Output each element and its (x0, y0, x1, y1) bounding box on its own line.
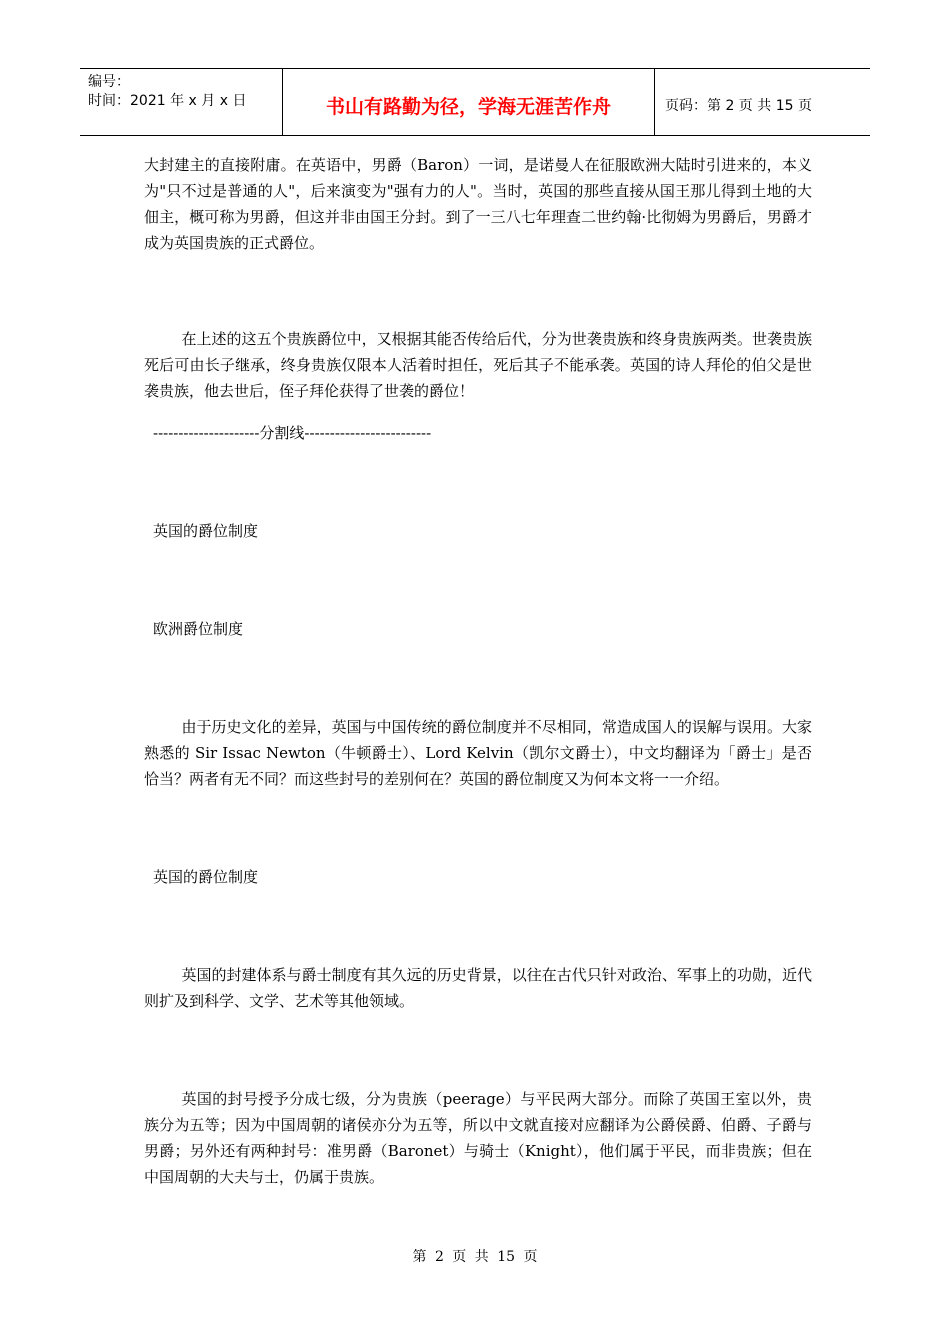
divider-line: ---------------------分割线------------------------- (153, 424, 432, 442)
paragraph-feudal-system: 英国的封建体系与爵士制度有其久远的历史背景，以往在古代只针对政治、军事上的功勋，近代则扩及到科学、文学、艺术等其他领域。 (144, 966, 812, 1010)
header-meta (80, 69, 282, 135)
section-heading: 英国的爵位制度 (153, 522, 259, 540)
document-date: 时间：2021 年 x 月 x 日 (88, 93, 247, 109)
spacer (144, 1014, 812, 1086)
section-heading: 欧洲爵位制度 (153, 620, 244, 638)
spacer (144, 446, 812, 518)
spacer (144, 890, 812, 962)
paragraph-seven-ranks: 英国的封号授予分成七级，分为贵族（peerage）与平民两大部分。而除了英国王室以外，贵族分为五等；因为中国周朝的诸侯亦分为五等，所以中文就直接对应翻译为公爵侯爵、伯爵、子爵与男爵；另外还有两种封号：准男爵（Baronet）与骑士（Knight），他们属于平民，而非贵族；但在中国周朝的大夫与士，仍属于贵族。 (144, 1090, 812, 1186)
section-heading: 英国的爵位制度 (153, 868, 259, 886)
paragraph-intro: 由于历史文化的差异，英国与中国传统的爵位制度并不尽相同，常造成国人的误解与误用。大家熟悉的 Sir Issac Newton（牛顿爵士）、Lord Kelvin（凯尔文爵士），中文均翻译为「爵士」是否恰当？两者有无不同？而这些封号的差别何在？英国的爵位制度又为何本文将一一介绍。 (144, 718, 812, 788)
header-motto: 书山有路勤为径，学海无涯苦作舟 (325, 95, 611, 118)
spacer (144, 642, 812, 714)
document-number-label: 编号： (88, 74, 130, 90)
header-page-cell (655, 69, 870, 135)
spacer (144, 792, 812, 864)
page-header (80, 68, 870, 136)
page-footer: 第 2 页 共 15 页 (412, 1249, 538, 1265)
paragraph-baron: 大封建主的直接附庸。在英语中，男爵（Baron）一词，是诺曼人在征服欧洲大陆时引进来的，本义为"只不过是普通的人"，后来演变为"强有力的人"。当时，英国的那些直接从国王那儿得到土地的大佃主，概可称为男爵，但这并非由国王分封。到了一三八七年理查二世约翰·比彻姆为男爵后，男爵才成为英国贵族的正式爵位。 (144, 156, 812, 252)
spacer (144, 256, 812, 326)
spacer (144, 404, 812, 420)
paragraph-hereditary-peers: 在上述的这五个贵族爵位中，又根据其能否传给后代，分为世袭贵族和终身贵族两类。世袭贵族死后可由长子继承，终身贵族仅限本人活着时担任，死后其子不能承袭。英国的诗人拜伦的伯父是世袭贵族，他去世后，侄子拜伦获得了世袭的爵位！ (144, 330, 812, 400)
header-motto-cell (282, 69, 655, 135)
header-page-info: 页码：第 2 页 共 15 页 (665, 98, 812, 114)
document-body (144, 152, 812, 1190)
spacer (144, 544, 812, 616)
